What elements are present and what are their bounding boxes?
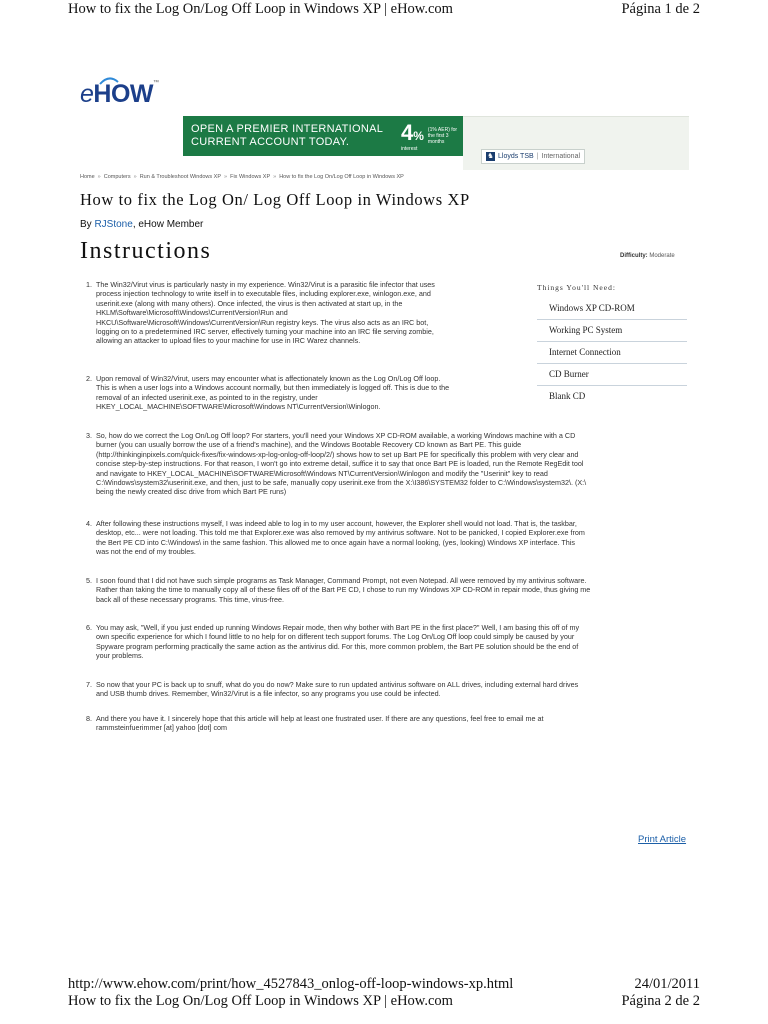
step-number: 4. — [86, 519, 92, 528]
step-text: So, how do we correct the Log On/Log Off loop? For starters, you'll need your Windows XP CD-ROM available, a working Windows machine with a CD burner (you can usually borrow the use of a friend's machine), and the Windows Bootable Recovery CD known as Bart PE. This guide (http://thinkinginpixels.com/quick-fixes/fix-windows-xp-log-onlog-off-loop/2/) shows how to set up Bart PE for specifically this problem with very clear and concise step-by-step instructions. For that reason, I won't go into extreme detail, suffice it to say that once Bart PE is loaded, run the Remote RegEdit tool and navigate to HKEY_LOCAL_MACHINE\SOFTWARE\Microsoft\Windows NT\CurrentVersion\Winlogon and modify the "Userinit" key to read C:\Windows\system32\userinit.exe, and then, just to be safe, manually copy userinit.exe from the X:\I386\SYSTEM32 folder to C:\Windows\system32\. (X:\ being the newly created disc drive from which Bart PE runs) — [96, 431, 587, 497]
ad-aer: (1% AER) for the first 3 months — [427, 127, 458, 145]
author-role: , eHow Member — [132, 219, 204, 230]
things-item: CD Burner — [537, 364, 687, 386]
print-header-title: How to fix the Log On/Log Off Loop in Windows XP | eHow.com — [68, 1, 453, 17]
breadcrumb-fix-windows-xp[interactable]: Fix Windows XP — [230, 174, 271, 180]
step-text: You may ask, "Well, if you just ended up running Windows Repair mode, then why bother with Bart PE in the first place?" Well, I am basing this off of my own specific experience for which I found little to no help for on different tech support forums. The Log On/Log Off loop could simply be caused by your Spyware program performing practically the same action as the antivirus did. For this, more common problem, the Bart PE solution should be the end of your problems. — [96, 623, 580, 661]
ad-brand-sub: International — [541, 153, 581, 160]
ad-interest: interest — [401, 146, 418, 152]
things-item: Blank CD — [549, 391, 586, 401]
ad-banner[interactable] — [183, 116, 689, 169]
print-header — [68, 1, 700, 18]
instructions-heading: Instructions — [80, 238, 212, 264]
byline — [80, 219, 203, 230]
step-text: Upon removal of Win32/Virut, users may encounter what is affectionately known as the Log On/Log Off loop. This is when a user logs into a Windows account normally, but then immediately is logged off. This is due to the removal of an infected userinit.exe, as pointed to in the registry, under HKEY_LOCAL_MACHINE\SOFTWARE\Microsoft\Windows NT\CurrentVersion\Winlogon. — [96, 374, 450, 412]
step-item — [80, 576, 590, 604]
lloyds-tsb-logo: ♞ Lloyds TSB | International — [481, 149, 585, 164]
breadcrumb-current: How to fix the Log On/Log Off Loop in Windows XP — [279, 174, 404, 180]
step-item — [80, 431, 586, 497]
step-item — [80, 623, 579, 661]
difficulty-value: Moderate — [649, 253, 675, 259]
step-item — [80, 374, 449, 412]
things-needed-title: Things You'll Need: — [537, 283, 616, 292]
step-number: 2. — [86, 374, 92, 383]
ehow-logo[interactable] — [80, 80, 159, 109]
step-item — [80, 519, 585, 557]
step-number: 7. — [86, 680, 92, 689]
step-item — [80, 280, 435, 346]
step-text: After following these instructions myself, I was indeed able to log in to my user account, however, the Explorer shell would not load. That is, the taskbar, desktop, etc... were not loading. This told me that Explorer.exe was also removed by my antivirus software. Not to be panicked, I copied Explorer.exe from the Bert PE CD into C:\Windows\ in the same fashion. This allowed me to once again have a normal looking, (yes, looking) Windows XP interface. This was not the end of my troubles. — [96, 519, 585, 557]
ad-rate-value: 4 — [401, 120, 414, 145]
print-article-link[interactable]: Print Article — [638, 834, 687, 845]
print-footer-url: http://www.ehow.com/print/how_4527843_onlog-off-loop-windows-xp.html — [68, 976, 514, 992]
ad-line-1: OPEN A PREMIER INTERNATIONAL — [191, 123, 384, 135]
step-item — [80, 680, 578, 699]
step-number: 5. — [86, 576, 92, 585]
difficulty-label: Difficulty: — [620, 253, 648, 259]
ad-offer-panel — [183, 116, 463, 156]
ad-rate-pct: % — [413, 129, 424, 143]
things-item: Working PC System — [537, 320, 687, 342]
step-text: The Win32/Virut virus is particularly nasty in my experience. Win32/Virut is a parasitic file infector that uses process injection technology to write itself in to executable files, including explorer.exe, winlogon.exe, and userinit.exe (along with many others). Once infected, the virus is then activated at start up, in the HKLM\Software\Microsoft\Windows\CurrentVersion\Run and HKCU\Software\Microsoft\Windows\CurrentVersion\Run registry keys. The virus also acts as an IRC bot, logging on to a predetermined IRC server, effectively turning your machine into an IRC file serving zombie, allowing an attacker to upload files to your machine for use in IRC Warez channels. — [96, 280, 435, 346]
breadcrumb-home[interactable]: Home — [80, 174, 95, 180]
byline-prefix: By — [80, 219, 95, 230]
step-text: And there you have it. I sincerely hope that this article will help at least one frustrated user. If there are any questions, feel free to email me at rammsteinfuerimmer [at] yahoo [dot] com — [96, 714, 544, 733]
step-text: I soon found that I did not have such simple programs as Task Manager, Command Prompt, not even Notepad. All were removed by my antivirus software. Rather than taking the time to manually copy all of these files off of the Bart PE CD, I chose to run my Windows XP CD-ROM in repair mode, thus giving me back all of these necessary programs. This time, virus-free. — [96, 576, 591, 604]
breadcrumb-run-troubleshoot[interactable]: Run & Troubleshoot Windows XP — [139, 174, 222, 180]
things-needed — [537, 283, 687, 407]
print-footer-url-row — [68, 976, 700, 993]
step-number: 8. — [86, 714, 92, 723]
ad-brand-panel — [463, 116, 689, 170]
logo-how: HOW — [93, 80, 154, 108]
logo-swoosh-icon — [98, 76, 120, 86]
print-footer-page: Página 2 de 2 — [621, 993, 700, 1009]
ad-brand: Lloyds TSB — [498, 153, 534, 160]
step-number: 1. — [86, 280, 92, 289]
ad-rate — [401, 120, 458, 152]
ad-headline — [191, 123, 391, 149]
breadcrumb: Home » Computers » Run & Troubleshoot Windows XP » Fix Windows XP » How to fix the Log On/Log Off Loop in Windows XP — [80, 174, 404, 180]
article-title: How to fix the Log On/ Log Off Loop in Windows XP — [80, 190, 470, 209]
logo-e: e — [80, 80, 94, 108]
step-number: 3. — [86, 431, 92, 440]
ad-line-2: CURRENT ACCOUNT TODAY. — [191, 136, 350, 148]
print-header-page: Página 1 de 2 — [621, 1, 700, 17]
logo-tm: ™ — [153, 80, 159, 86]
step-text: So now that your PC is back up to snuff, what do you do now? Make sure to run updated antivirus software on ALL drives, including external hard drives and USB thumb drives. Remember, Win32/Virut is a file infector, so any programs you use could be infected. — [96, 680, 579, 699]
step-item — [80, 714, 543, 733]
things-item: Internet Connection — [537, 342, 687, 364]
step-number: 6. — [86, 623, 92, 632]
things-item: Windows XP CD-ROM — [537, 298, 687, 320]
lloyds-horse-icon: ♞ — [487, 153, 494, 160]
print-footer-title-row — [68, 993, 700, 1010]
print-footer-title: How to fix the Log On/Log Off Loop in Windows XP | eHow.com — [68, 993, 453, 1009]
author-link[interactable]: RJStone — [94, 219, 133, 230]
print-footer-date: 24/01/2011 — [634, 976, 700, 992]
difficulty — [620, 253, 675, 259]
breadcrumb-computers[interactable]: Computers — [103, 174, 131, 180]
